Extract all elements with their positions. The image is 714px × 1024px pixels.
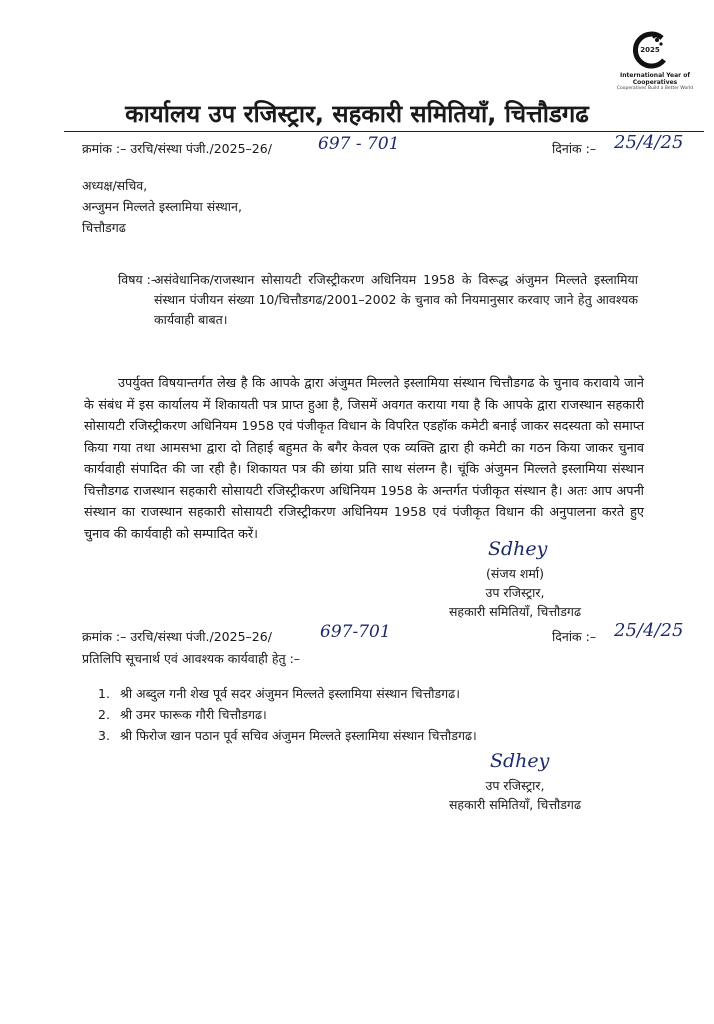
signatory-designation: उप रजिस्ट्रार,: [485, 585, 545, 600]
addressee-line: अध्यक्ष/सचिव,: [82, 178, 148, 193]
title-underline: [64, 131, 704, 132]
kramank-label-1: क्रमांक :– उरचि/संस्था पंजी./2025–26/: [82, 141, 272, 156]
copy-list: [82, 648, 682, 746]
list-item-text: श्री अब्दुल गनी शेख पूर्व सदर अंजुमन मिल्लते इस्लामिया संस्थान चित्तौडगढ।: [120, 686, 460, 701]
date-label-2: दिनांक :–: [552, 629, 597, 644]
addressee-line: अन्जुमन मिल्लते इस्लामिया संस्थान,: [82, 199, 242, 214]
date-2: 25/4/25: [614, 620, 684, 641]
signatory-office: सहकारी समितियाँ, चित्तौडगढ: [448, 604, 582, 619]
signature-block-1: [400, 564, 630, 621]
body-paragraph: उपर्युक्त विषयान्तर्गत लेख है कि आपके द्वारा अंजुमत मिल्लते इस्लामिया संस्थान चित्तौडगढ के चुनाव करावाये जाने के संबंध में इस कार्यालय में शिकायती पत्र प्राप्त हुआ है, जिसमें अवगत कराया गया है कि आपके द्वारा राजस्थान सहकारी सोसायटी रजिस्ट्रीकरण अधिनियम 1958 एवं पंजीकृत विधान के विपरित एडहॉक कमेटी बनाई जाकर सदस्यता को समाप्त किया गया तथा आमसभा द्वारा दो तिहाई बहुमत के बगैर केवल एक व्यक्ति द्वारा ही कमेटी का गठन किया जाकर चुनाव कार्यवाही संपादित की जा रही है। शिकायत पत्र की छांया प्रति साथ संलग्न है। चूंकि अंजुमन मिल्लते इस्लामिया संस्थान चित्तौडगढ राजस्थान सहकारी सोसायटी रजिस्ट्रीकरण अधिनियम 1958 के अन्तर्गत पंजीकृत संस्थान है। अतः आप अपनी संस्थान का राजस्थान सहकारी सोसायटी रजिस्ट्रीकरण अधिनियम 1958 एवं पंजीकृत विधान की अनुपालना करते हुए चुनाव की कार्यवाही को सम्पादित करें।: [84, 376, 645, 542]
iyc-logo: [610, 30, 700, 100]
date-1: 25/4/25: [614, 132, 684, 153]
kramank-number-1: 697 - 701: [318, 134, 400, 154]
signature-mark-2: Sdhey: [490, 750, 550, 772]
signatory-name: (संजय शर्मा): [486, 566, 544, 581]
date-label-1: दिनांक :–: [552, 141, 597, 156]
logo-tagline: Cooperatives Build a Better World: [616, 86, 694, 91]
signatory-designation: उप रजिस्ट्रार,: [485, 778, 545, 793]
office-title: कार्यालय उप रजिस्ट्रार, सहकारी समितियाँ, चित्तौडगढ: [125, 100, 589, 128]
signature-mark-1: Sdhey: [488, 538, 548, 560]
list-item-text: श्री उमर फारूक गौरी चित्तौडगढ।: [120, 707, 267, 722]
addressee-block: [82, 175, 242, 238]
list-item: [82, 683, 682, 704]
logo-title: International Year of Cooperatives: [620, 72, 690, 86]
copy-heading: प्रतिलिपि सूचनार्थ एवं आवश्यक कार्यवाही हेतु :–: [82, 651, 301, 666]
list-item-text: श्री फिरोज खान पठान पूर्व सचिव अंजुमन मिल्लते इस्लामिया संस्थान चित्तौडगढ।: [120, 728, 477, 743]
signatory-office: सहकारी समितियाँ, चित्तौडगढ: [448, 797, 582, 812]
list-item-number: 2.: [98, 707, 110, 722]
kramank-label-2: क्रमांक :– उरचि/संस्था पंजी./2025–26/: [82, 629, 272, 644]
list-item: [82, 704, 682, 725]
subject-text: असंवेधानिक/राजस्थान सोसायटी रजिस्ट्रीकरण अधिनियम 1958 के विरूद्ध अंजुमन मिल्लते इस्लामिया संस्थान पंजीयन संख्या 10/चित्तौडगढ/2001–2002 के चुनाव को नियमानुसार करवाए जाने हेतु आवश्यक कार्यवाही बाबत।: [154, 272, 638, 327]
signature-block-2: [400, 776, 630, 814]
logo-year: 2025: [640, 46, 660, 54]
subject-block: [118, 270, 638, 330]
list-item: [82, 725, 682, 746]
list-item-number: 3.: [98, 728, 110, 743]
addressee-line: चित्तौडगढ: [82, 220, 126, 235]
list-item-number: 1.: [98, 686, 110, 701]
subject-label: विषय :–: [118, 272, 158, 287]
kramank-number-2: 697-701: [320, 622, 391, 642]
